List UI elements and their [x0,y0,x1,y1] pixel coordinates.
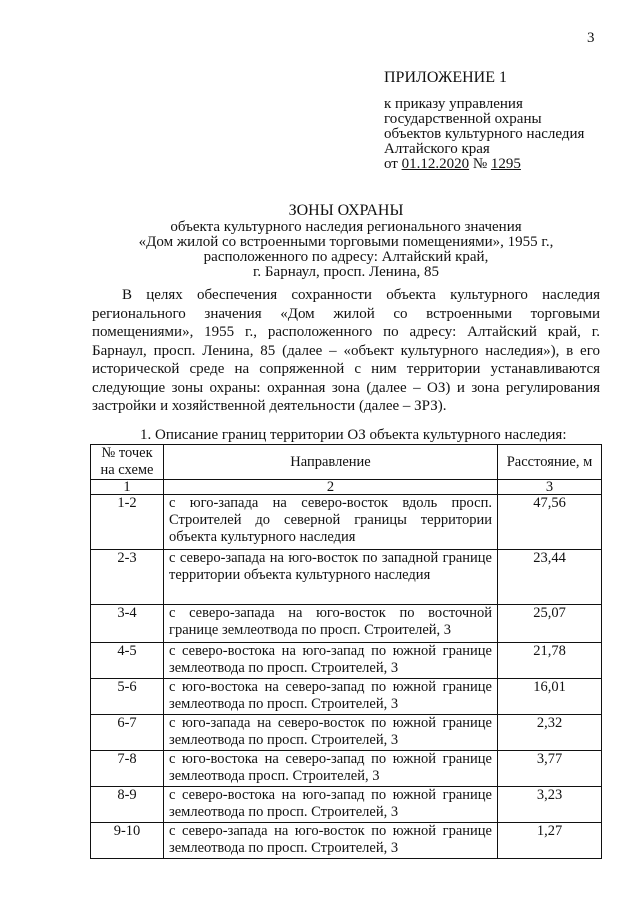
direction-cell: с северо-востока на юго-запад по южной границе землеотвода по просп. Строителей, 3 [164,643,498,679]
appendix-line: объектов культурного наследия [384,126,585,142]
points-cell: 3-4 [91,605,164,643]
index-cell: 1 [91,480,164,495]
page-number: 3 [587,30,595,46]
index-cell: 2 [164,480,498,495]
table-row [91,787,602,823]
distance-cell: 1,27 [498,823,602,859]
distance-cell: 21,78 [498,643,602,679]
table-row [91,495,602,550]
heading-line: г. Барнаул, просп. Ленина, 85 [252,264,440,280]
points-cell: 1-2 [91,495,164,550]
order-date: 01.12.2020 [401,156,470,172]
appendix-block [384,70,584,172]
appendix-date-line [384,157,584,172]
direction-cell: с юго-востока на северо-запад по южной границе землеотвода просп. Строителей, 3 [164,751,498,787]
table-row [91,679,602,715]
distance-cell: 16,01 [498,679,602,715]
table-index-row [91,480,602,495]
direction-cell: с северо-запада на юго-восток по восточной границе землеотвода по просп. Строителей, 3 [164,605,498,643]
appendix-line: к приказу управления [384,96,523,112]
distance-cell: 25,07 [498,605,602,643]
index-cell: 3 [498,480,602,495]
table-caption: 1. Описание границ территории ОЗ объекта культурного наследия: [140,427,567,443]
table-row [91,751,602,787]
heading-line: «Дом жилой со встроенными торговыми помещениями», 1955 г., [138,234,554,250]
table-row [91,715,602,751]
heading-title: ЗОНЫ ОХРАНЫ [288,202,404,219]
distance-cell: 3,77 [498,751,602,787]
direction-cell: с северо-запада на юго-восток по западной границе территории объекта культурного наследия [164,550,498,605]
header-direction: Направление [164,445,498,480]
header-distance: Расстояние, м [498,445,602,480]
direction-cell: с северо-востока на юго-запад по южной границе землеотвода по просп. Строителей, 3 [164,787,498,823]
direction-cell: с северо-запада на юго-восток по южной границе землеотвода по просп. Строителей, 3 [164,823,498,859]
number-prefix: № [469,156,491,172]
distance-cell: 23,44 [498,550,602,605]
date-prefix: от [384,156,402,172]
points-cell: 2-3 [91,550,164,605]
table-row [91,823,602,859]
appendix-line: государственной охраны [384,111,542,127]
distance-cell: 3,23 [498,787,602,823]
direction-cell: с юго-запада на северо-восток по южной границе землеотвода по просп. Строителей, 3 [164,715,498,751]
heading-line: объекта культурного наследия регионального значения [170,219,522,235]
direction-cell: с юго-запада на северо-восток вдоль просп. Строителей до северной границы территории объекта культурного наследия [164,495,498,550]
header-points: № точек на схеме [91,445,164,480]
order-number: 1295 [490,156,521,172]
table-header-row [91,445,602,480]
points-cell: 5-6 [91,679,164,715]
points-cell: 7-8 [91,751,164,787]
table-row [91,550,602,605]
table-row [91,643,602,679]
table-row [91,605,602,643]
points-cell: 6-7 [91,715,164,751]
distance-cell: 2,32 [498,715,602,751]
appendix-title: ПРИЛОЖЕНИЕ 1 [384,69,508,86]
direction-cell: с юго-востока на северо-запад по южной границе землеотвода по просп. Строителей, 3 [164,679,498,715]
distance-cell: 47,56 [498,495,602,550]
heading-line: расположенного по адресу: Алтайский край, [203,249,489,265]
intro-paragraph: В целях обеспечения сохранности объекта культурного наследия регионального значения «Дом жилой со встроенными торговыми помещениями», 1955 г., расположенного по адресу: Алтайский край, г. Барнаул, просп. Ленина, 85 (далее – «объект культурного наследия»), в его исторической среде на сопряженной с ним территории устанавливаются следующие зоны охраны: охранная зона (далее – ОЗ) и зона регулирования застройки и хозяйственной деятельности (далее – ЗРЗ). [92,287,600,414]
document-heading [100,203,592,280]
points-cell: 8-9 [91,787,164,823]
appendix-line: Алтайского края [384,141,490,157]
points-cell: 9-10 [91,823,164,859]
points-cell: 4-5 [91,643,164,679]
boundary-table [90,444,602,859]
